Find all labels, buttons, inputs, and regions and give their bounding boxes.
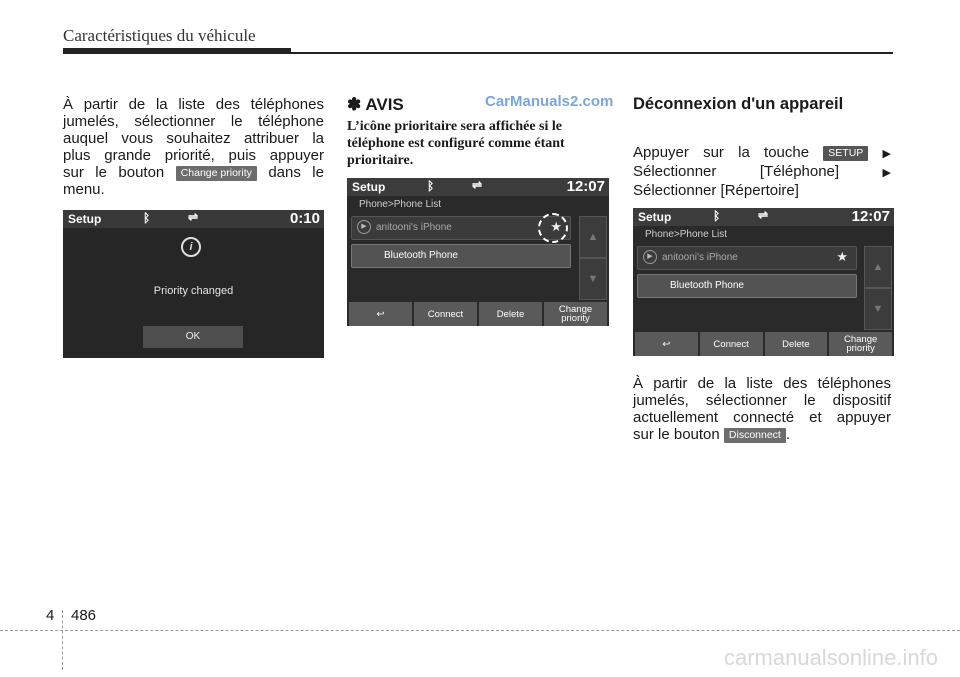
clock: 12:07 [851, 208, 890, 225]
footer-divider [62, 610, 63, 670]
phone-name: anitooni's iPhone [662, 252, 738, 263]
col1-line: jumelés, sélectionner le téléphone [63, 113, 324, 130]
step-line [633, 144, 891, 163]
breadcrumb: Phone>Phone List [359, 199, 442, 210]
screen-title: Setup [68, 212, 102, 226]
play-icon: ▶ [643, 250, 657, 264]
phone-list-screen [347, 178, 609, 326]
col1-last-prefix: sur le bouton [63, 164, 165, 181]
phone-name: Bluetooth Phone [670, 280, 744, 291]
footer-rule [0, 630, 960, 631]
col1-line: menu. [63, 181, 105, 198]
header-rule [63, 52, 893, 54]
clock: 0:10 [289, 210, 320, 227]
step-line [633, 163, 891, 182]
change-priority-button[interactable]: Change priority [829, 332, 892, 356]
breadcrumb: Phone>Phone List [645, 229, 728, 240]
scroll-up-button[interactable]: ▲ [579, 216, 607, 258]
bluetooth-icon: ᛒ [713, 209, 721, 223]
page-number: 486 [71, 607, 97, 624]
change-priority-button[interactable]: Change priority [544, 302, 607, 326]
connect-button[interactable]: Connect [414, 302, 477, 326]
step1-prefix: Appuyer sur la touche [633, 144, 810, 161]
section-title: Déconnexion d'un appareil [633, 95, 844, 113]
status-bar [347, 178, 609, 196]
col1-paragraph [63, 96, 324, 198]
screen-title: Setup [352, 180, 386, 194]
avis-text: L’icône prioritaire sera affichée si le téléphone est configuré comme étant prioritaire. [347, 119, 565, 168]
col1-line [63, 164, 324, 181]
back-button[interactable]: ↩ [349, 302, 412, 326]
header-title: Caractéristiques du véhicule [63, 26, 256, 45]
col3-steps [633, 144, 891, 199]
col3-line: jumelés, sélectionner le dispositif [633, 392, 891, 409]
usb-icon: ⇌ [188, 210, 199, 224]
scroll-down-button[interactable]: ▼ [579, 258, 607, 300]
highlight-circle [538, 213, 568, 243]
col3-line: actuellement connecté et appuyer [633, 409, 891, 426]
back-button[interactable]: ↩ [635, 332, 698, 356]
phone-name: Bluetooth Phone [384, 250, 458, 261]
screen-title: Setup [638, 210, 672, 224]
col3-line [633, 426, 891, 443]
step3: Sélectionner [Répertoire] [633, 182, 799, 199]
priority-changed-screen [63, 210, 324, 358]
disconnect-chip: Disconnect [724, 428, 786, 443]
status-bar [63, 210, 324, 228]
bluetooth-icon: ᛒ [427, 179, 435, 193]
scroll-up-button[interactable]: ▲ [864, 246, 892, 288]
col1-line: À partir de la liste des téléphones [63, 96, 324, 113]
scroll-down-button[interactable]: ▼ [864, 288, 892, 330]
clock: 12:07 [566, 178, 605, 195]
col1-line: auquel vous souhaitez attribuer la [63, 130, 324, 147]
usb-icon: ⇌ [472, 178, 483, 192]
setup-key-chip: SETUP [823, 146, 868, 161]
col1-last-suffix: dans le [268, 164, 324, 181]
info-icon: i [181, 237, 201, 257]
phone-list-item[interactable] [637, 274, 857, 298]
phone-list-screen-2 [633, 208, 894, 356]
phone-list-item[interactable] [637, 246, 857, 270]
phone-name: anitooni's iPhone [376, 222, 452, 233]
ok-button[interactable]: OK [143, 326, 243, 348]
softkey-bar [633, 332, 894, 356]
col3-last-suffix: . [785, 426, 791, 443]
play-icon: ▶ [357, 220, 371, 234]
step2: Sélectionner [Téléphone] [633, 163, 840, 180]
change-priority-chip: Change priority [176, 166, 257, 181]
avis-title: ✽ AVIS [347, 95, 404, 114]
priority-star-icon: ★ [550, 219, 562, 234]
delete-button[interactable]: Delete [765, 332, 828, 356]
connect-button[interactable]: Connect [700, 332, 763, 356]
chapter-number: 4 [46, 607, 55, 624]
phone-list-item[interactable] [351, 244, 571, 268]
col3-last-prefix: sur le bouton [633, 426, 720, 443]
softkey-bar [347, 302, 609, 326]
col3-paragraph [633, 375, 891, 443]
dialog-message: Priority changed [153, 285, 234, 297]
status-bar [633, 208, 894, 226]
usb-icon: ⇌ [758, 208, 769, 222]
col1-line: plus grande priorité, puis appuyer [63, 147, 324, 164]
col3-line: À partir de la liste des téléphones [633, 375, 891, 392]
priority-star-icon: ★ [836, 249, 848, 264]
watermark: CarManuals2.com [485, 93, 614, 110]
arrow-right-icon: ▶ [882, 167, 892, 179]
site-watermark: carmanualsonline.info [723, 645, 938, 670]
bluetooth-icon: ᛒ [143, 211, 151, 225]
delete-button[interactable]: Delete [479, 302, 542, 326]
arrow-right-icon: ▶ [882, 148, 891, 160]
